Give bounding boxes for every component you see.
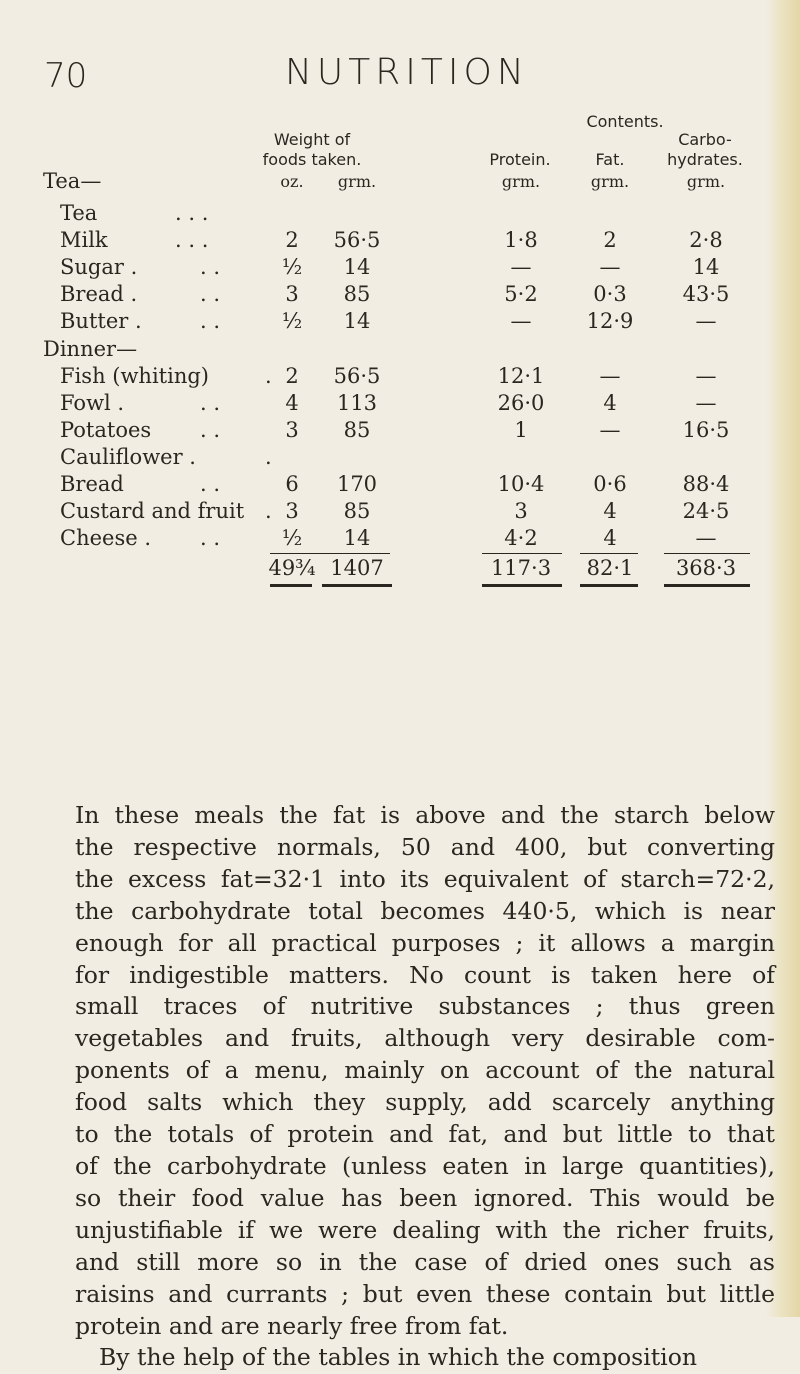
header-weight-line2: foods taken.: [262, 150, 362, 169]
cell-protein: 3: [514, 499, 528, 523]
row-name: Cauliflower .: [60, 445, 196, 469]
row-name: Sugar .: [60, 255, 138, 279]
cell-protein: 12·1: [497, 364, 545, 388]
cell-protein: 10·4: [497, 472, 545, 496]
cell-fat: 12·9: [586, 309, 634, 333]
header-carbo-line1: Carbo-: [678, 130, 732, 149]
cell-grm: 170: [336, 472, 378, 496]
cell-carbo: 43·5: [682, 282, 730, 306]
text-line: unjustifiable if we were dealing with the richer fruits,: [75, 1215, 775, 1244]
row-leader-dots: . .: [200, 472, 221, 496]
cell-fat: 0·3: [593, 282, 627, 306]
text-line: small traces of nutritive substances ; thus green: [75, 992, 775, 1021]
cell-carbo: 14: [692, 255, 720, 279]
total-oz: 49¾: [268, 556, 316, 580]
cell-grm: 85: [343, 418, 371, 442]
total-underline-oz: [270, 584, 312, 587]
page-header: [0, 52, 800, 102]
cell-oz: 4: [285, 391, 299, 415]
cell-carbo: —: [695, 309, 717, 333]
cell-oz: 2: [285, 364, 299, 388]
cell-fat: 2: [603, 228, 617, 252]
text-line: In these meals the fat is above and the starch below: [75, 801, 775, 829]
header-weight-line1: Weight of: [273, 130, 351, 149]
section-label-dinner: Dinner—: [43, 337, 138, 361]
row-leader-dots: . .: [200, 391, 221, 415]
text-line: food salts which they supply, add scarcely anything: [75, 1088, 775, 1117]
cell-carbo: —: [695, 364, 717, 388]
row-leader-dots: . .: [200, 526, 221, 550]
row-name: Cheese .: [60, 526, 152, 550]
cell-grm: 113: [336, 391, 378, 415]
cell-fat: 0·6: [593, 472, 627, 496]
text-line: and still more so in the case of dried ones such as: [75, 1247, 775, 1276]
unit-grm-fat: grm.: [590, 172, 630, 191]
cell-protein: 1·8: [504, 228, 538, 252]
text-line: protein and are nearly free from fat.: [75, 1311, 509, 1340]
cell-grm: 85: [343, 282, 371, 306]
paragraph: [75, 1342, 775, 1374]
cell-oz: 3: [285, 282, 299, 306]
cell-carbo: —: [695, 526, 717, 550]
cell-fat: —: [599, 364, 621, 388]
total-rule-fat: [580, 553, 638, 554]
total-rule-protein: [482, 553, 562, 554]
cell-oz: 6: [285, 472, 299, 496]
total-fat: 82·1: [586, 556, 634, 580]
row-leader-dots: . . .: [175, 201, 209, 225]
header-carbo-line2: hydrates.: [667, 150, 743, 169]
cell-protein: 26·0: [497, 391, 545, 415]
row-name: Fowl .: [60, 391, 125, 415]
section-label-tea: Tea—: [43, 169, 102, 193]
row-leader-dots: .: [265, 499, 272, 523]
text-line: for indigestible matters. No count is taken here of: [75, 960, 775, 989]
cell-grm: 14: [343, 526, 371, 550]
cell-carbo: 2·8: [689, 228, 723, 252]
row-name: Butter .: [60, 309, 142, 333]
cell-oz: 3: [285, 499, 299, 523]
row-leader-dots: . . .: [175, 228, 209, 252]
cell-grm: 56·5: [333, 228, 381, 252]
row-leader-dots: .: [265, 364, 272, 388]
row-name: Potatoes: [60, 418, 152, 442]
cell-protein: 5·2: [504, 282, 538, 306]
row-name: Milk: [60, 228, 108, 252]
row-leader-dots: . .: [200, 255, 221, 279]
cell-protein: 4·2: [504, 526, 538, 550]
cell-protein: —: [510, 255, 532, 279]
row-leader-dots: .: [265, 445, 272, 469]
unit-grm-weight: grm.: [337, 172, 377, 191]
total-underline-carbo: [664, 584, 750, 587]
cell-grm: 14: [343, 309, 371, 333]
row-name: Bread: [60, 472, 124, 496]
cell-protein: —: [510, 309, 532, 333]
text-line: so their food value has been ignored. This would be: [75, 1183, 775, 1212]
total-underline-grm: [322, 584, 392, 587]
total-grm: 1407: [330, 556, 384, 580]
cell-oz: 3: [285, 418, 299, 442]
cell-oz: ½: [281, 526, 303, 550]
cell-carbo: 24·5: [682, 499, 730, 523]
header-fat: Fat.: [595, 150, 625, 169]
header-protein: Protein.: [489, 150, 551, 169]
cell-oz: ½: [281, 309, 303, 333]
text-line: ponents of a menu, mainly on account of the natural: [75, 1056, 775, 1085]
text-line: of the carbohydrate (unless eaten in large quantities),: [75, 1151, 775, 1180]
cell-grm: 14: [343, 255, 371, 279]
row-leader-dots: . .: [200, 418, 221, 442]
row-name: Custard and fruit: [60, 499, 245, 523]
running-title: NUTRITION: [285, 52, 529, 93]
row-name: Bread .: [60, 282, 138, 306]
unit-grm-carbo: grm.: [686, 172, 726, 191]
header-contents: Contents.: [586, 112, 664, 131]
cell-protein: 1: [514, 418, 528, 442]
text-line: By the help of the tables in which the composition: [99, 1343, 697, 1372]
cell-carbo: —: [695, 391, 717, 415]
unit-grm-protein: grm.: [501, 172, 541, 191]
row-name: Tea: [60, 201, 98, 225]
cell-grm: 85: [343, 499, 371, 523]
cell-fat: 4: [603, 499, 617, 523]
cell-oz: 2: [285, 228, 299, 252]
text-line: the respective normals, 50 and 400, but converting: [75, 832, 775, 861]
cell-fat: 4: [603, 526, 617, 550]
cell-fat: 4: [603, 391, 617, 415]
cell-carbo: 16·5: [682, 418, 730, 442]
cell-fat: —: [599, 418, 621, 442]
total-carbo: 368·3: [675, 556, 737, 580]
text-line: the excess fat=32·1 into its equivalent of starch=72·2,: [75, 864, 775, 893]
cell-carbo: 88·4: [682, 472, 730, 496]
text-line: the carbohydrate total becomes 440·5, which is near: [75, 896, 775, 925]
total-rule-weight: [270, 553, 390, 554]
text-line: raisins and currants ; but even these contain but little: [75, 1279, 775, 1308]
row-leader-dots: . .: [200, 282, 221, 306]
total-protein: 117·3: [490, 556, 552, 580]
text-line: to the totals of protein and fat, and but little to that: [75, 1120, 775, 1149]
total-underline-fat: [580, 584, 638, 587]
cell-oz: ½: [281, 255, 303, 279]
body-text: [75, 800, 775, 1374]
total-underline-protein: [482, 584, 562, 587]
row-name: Fish (whiting): [60, 364, 209, 388]
text-line: enough for all practical purposes ; it allows a margin: [75, 928, 775, 957]
cell-fat: —: [599, 255, 621, 279]
total-rule-carbo: [664, 553, 750, 554]
text-line: vegetables and fruits, although very desirable com-: [75, 1024, 775, 1053]
row-leader-dots: . .: [200, 309, 221, 333]
paragraph: [75, 800, 775, 1342]
page-number: 70: [44, 56, 88, 96]
unit-oz: oz.: [280, 172, 304, 191]
cell-grm: 56·5: [333, 364, 381, 388]
